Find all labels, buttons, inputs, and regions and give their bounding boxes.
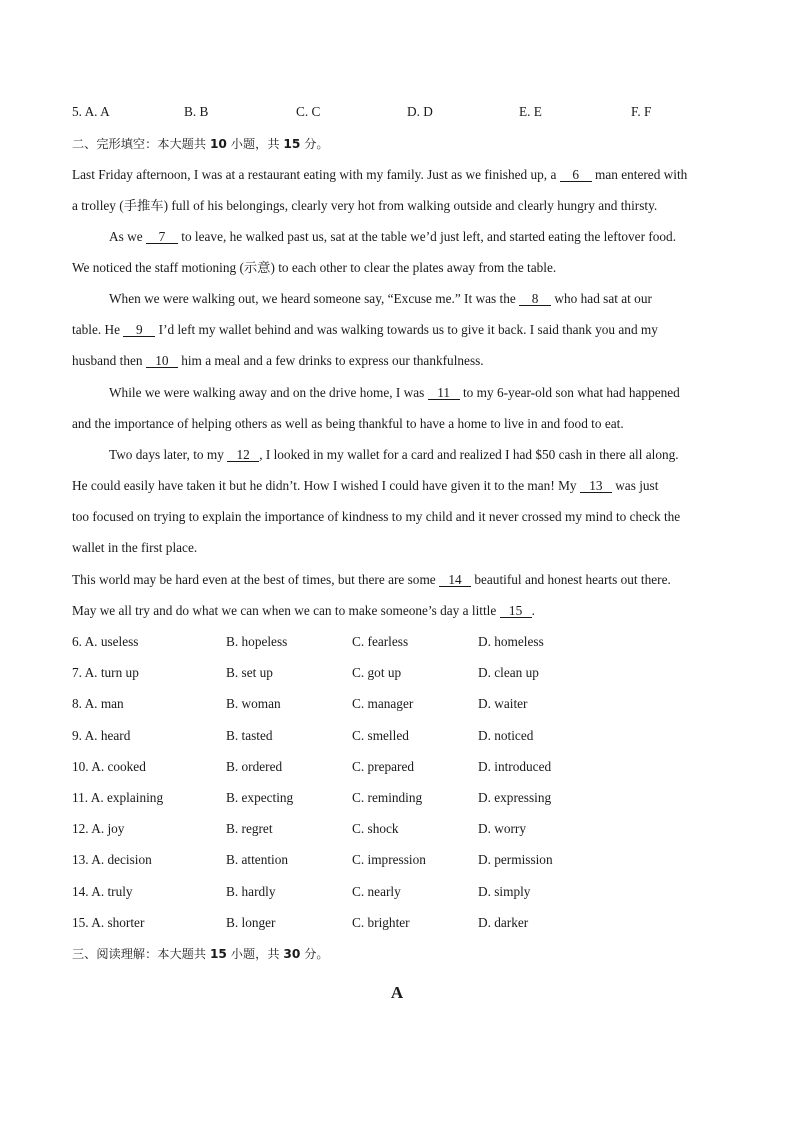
q5-option-e: E. E [519,104,542,119]
option-c: C. prepared [352,759,415,774]
passage-line: husband then 10 him a meal and a few drinks to express our thankfulness. [72,353,484,368]
option-c: C. impression [352,852,426,867]
option-b: B. set up [226,665,273,680]
q5-option-a: 5. A. A [72,104,110,119]
blank-12: 12 [227,448,259,462]
option-d: D. waiter [478,696,528,711]
option-d: D. clean up [478,665,539,680]
q5-option-d: D. D [407,104,433,119]
option-a: 9. A. heard [72,728,131,743]
option-a: 7. A. turn up [72,665,139,680]
option-c: C. manager [352,696,414,711]
passage-line: table. He 9 I’d left my wallet behind and was walking towards us to give it back. I said thank you and my [72,322,658,337]
option-b: B. hopeless [226,634,288,649]
option-b: B. expecting [226,790,294,805]
option-d: D. noticed [478,728,534,743]
option-a: 6. A. useless [72,634,139,649]
passage-line: When we were walking out, we heard someone say, “Excuse me.” It was the 8 who had sat at our [109,291,652,306]
option-d: D. homeless [478,634,544,649]
option-b: B. tasted [226,728,273,743]
option-c: C. reminding [352,790,423,805]
blank-14: 14 [439,573,471,587]
passage-line: wallet in the first place. [72,540,198,555]
option-a: 10. A. cooked [72,759,146,774]
blank-9: 9 [123,323,155,337]
option-d: D. permission [478,852,553,867]
blank-10: 10 [146,354,178,368]
option-b: B. regret [226,821,273,836]
option-a: 15. A. shorter [72,915,145,930]
q5-option-c: C. C [296,104,321,119]
blank-6: 6 [560,168,592,182]
option-b: B. ordered [226,759,283,774]
passage-line: We noticed the staff motioning (示意) to each other to clear the plates away from the table. [72,260,557,275]
option-c: C. got up [352,665,402,680]
blank-7: 7 [146,230,178,244]
option-c: C. fearless [352,634,409,649]
passage-line: Two days later, to my 12 , I looked in my wallet for a card and realized I had $50 cash in there all along. [109,447,679,462]
option-b: B. attention [226,852,289,867]
blank-11: 11 [428,386,460,400]
passage-line: As we 7 to leave, he walked past us, sat at the table we’d just left, and started eating the leftover food. [109,229,677,244]
option-d: D. worry [478,821,527,836]
option-c: C. shock [352,821,399,836]
passage-line: a trolley (手推车) full of his belongings, clearly very hot from walking outside and clearly hungry and thirsty. [72,198,658,213]
passage-line: Last Friday afternoon, I was at a restaurant eating with my family. Just as we finished up, a 6 man entered with [72,167,688,182]
passage-line: too focused on trying to explain the importance of kindness to my child and it never crossed my mind to check the [72,509,681,524]
option-c: C. brighter [352,915,410,930]
option-d: D. expressing [478,790,552,805]
passage-line: This world may be hard even at the best of times, but there are some 14 beautiful and honest hearts out there. [72,572,671,587]
passage-letter-heading: A [390,983,404,1002]
option-b: B. longer [226,915,276,930]
option-a: 12. A. joy [72,821,125,836]
option-a: 13. A. decision [72,852,152,867]
passage-line: While we were walking away and on the drive home, I was 11 to my 6-year-old son what had happened [109,385,680,400]
blank-15: 15 [500,604,532,618]
option-b: B. woman [226,696,281,711]
passage-line: and the importance of helping others as well as being thankful to have a home to live in and food to eat. [72,416,624,431]
q5-option-b: B. B [184,104,209,119]
option-d: D. simply [478,884,531,899]
option-d: D. darker [478,915,529,930]
option-b: B. hardly [226,884,276,899]
q5-option-f: F. F [631,104,652,119]
passage-line: He could easily have taken it but he didn’t. How I wished I could have given it to the man! My 13 was just [72,478,659,493]
blank-13: 13 [580,479,612,493]
option-c: C. smelled [352,728,409,743]
passage-line: May we all try and do what we can when we can to make someone’s day a little 15 . [72,603,535,618]
option-a: 14. A. truly [72,884,133,899]
option-a: 11. A. explaining [72,790,164,805]
section-2-heading: 二、完形填空：本大题共 10 小题，共 15 分。 [72,137,329,151]
option-d: D. introduced [478,759,552,774]
blank-8: 8 [519,292,551,306]
option-a: 8. A. man [72,696,124,711]
section-3-heading: 三、阅读理解：本大题共 15 小题，共 30 分。 [72,947,329,961]
option-c: C. nearly [352,884,401,899]
